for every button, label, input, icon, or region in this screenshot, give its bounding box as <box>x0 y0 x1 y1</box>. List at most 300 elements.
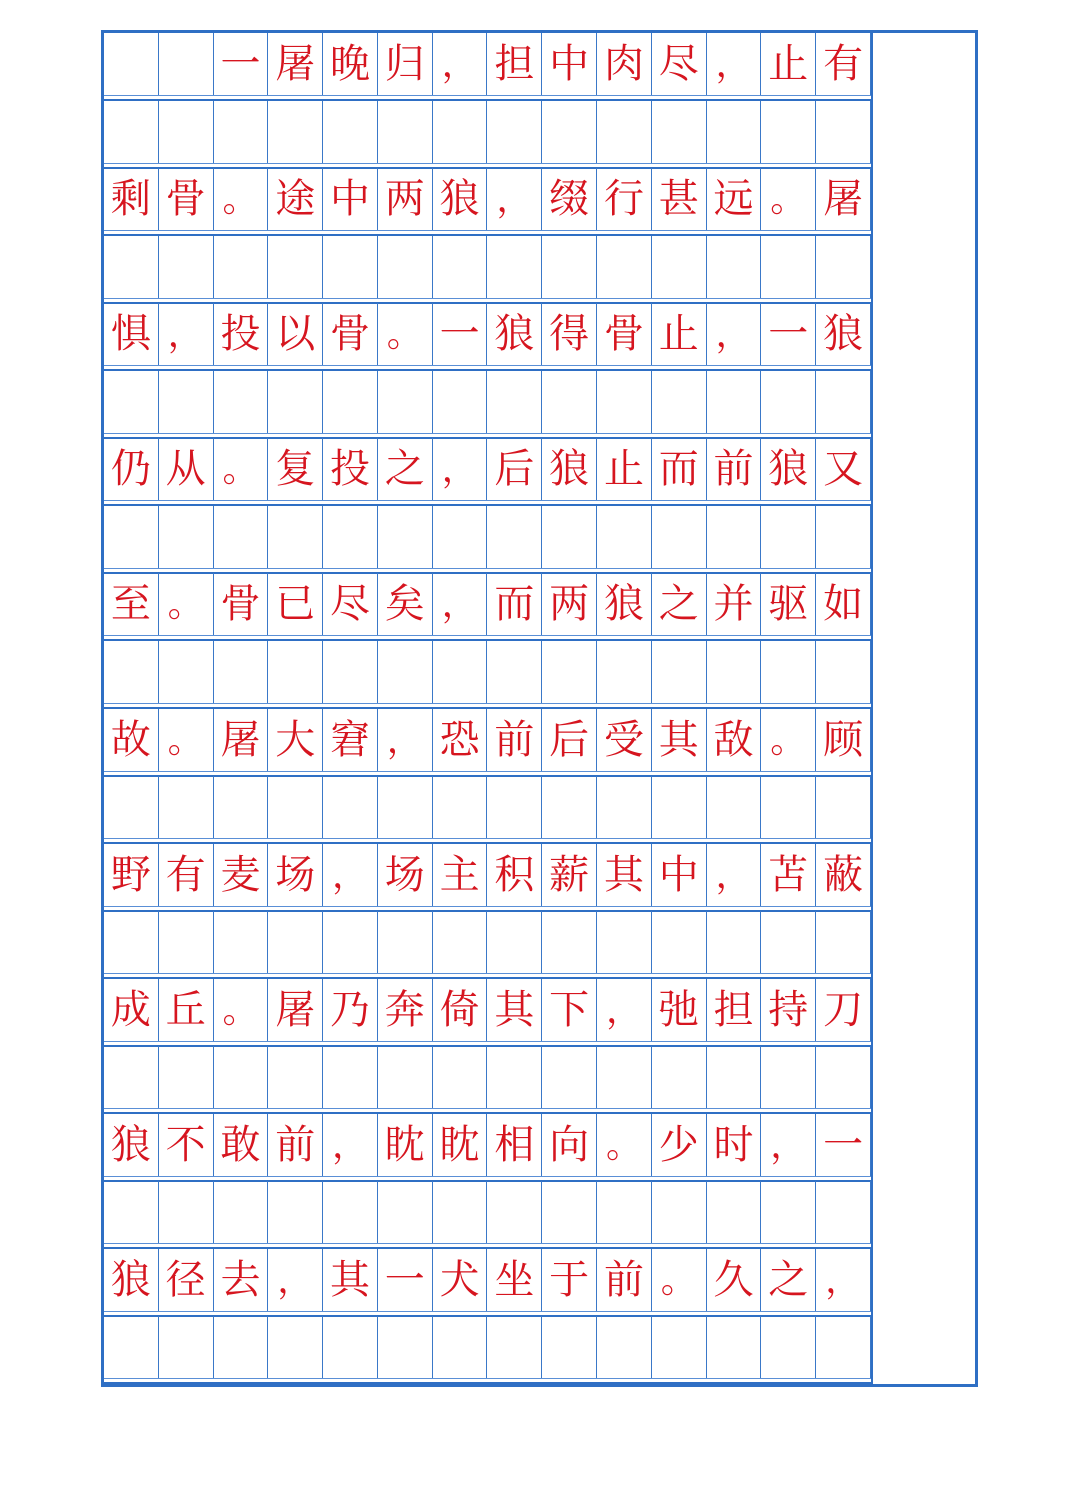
grid-cell <box>652 1316 707 1378</box>
blank-row-8 <box>104 1046 871 1114</box>
grid-cell: 之 <box>652 573 707 636</box>
grid-cell <box>652 641 707 703</box>
text-row-4 <box>104 438 871 506</box>
grid-cell <box>707 911 762 973</box>
grid-cell: 刀 <box>816 979 871 1042</box>
grid-cell <box>323 1316 378 1378</box>
grid-cell: 狼 <box>816 303 871 366</box>
grid-cell <box>707 1046 762 1108</box>
grid-cell: 狼 <box>542 438 597 501</box>
grid-cell: ， <box>433 438 488 501</box>
blank-row-2 <box>104 236 871 304</box>
grid-cell: 仍 <box>104 438 159 501</box>
grid-cell: 坐 <box>488 1249 543 1312</box>
grid-cell <box>488 1316 543 1378</box>
grid-cell <box>323 1046 378 1108</box>
grid-cell: 。 <box>761 709 816 772</box>
grid-cell: 相 <box>488 1114 543 1177</box>
grid-cell: 前 <box>268 1114 323 1177</box>
grid-cell: 一 <box>816 1114 871 1177</box>
grid-cell: 。 <box>597 1114 652 1177</box>
grid-cell <box>542 506 597 568</box>
grid-cell <box>159 371 214 433</box>
grid-cell <box>214 101 269 163</box>
grid-cell <box>597 506 652 568</box>
grid-cell <box>597 101 652 163</box>
grid-cell: 剩 <box>104 168 159 231</box>
grid-cell: 敌 <box>707 709 762 772</box>
grid-cell: 苫 <box>761 844 816 907</box>
grid-cell <box>323 101 378 163</box>
grid-cell: 如 <box>816 573 871 636</box>
grid-cell <box>652 101 707 163</box>
grid-cell: 其 <box>597 844 652 907</box>
grid-cell <box>159 1316 214 1378</box>
grid-cell <box>707 641 762 703</box>
grid-cell: 前 <box>488 709 543 772</box>
grid-cell <box>214 1181 269 1243</box>
grid-cell <box>159 776 214 838</box>
grid-cell <box>816 641 871 703</box>
grid-cell <box>488 911 543 973</box>
grid-cell: 两 <box>542 573 597 636</box>
grid-cell: 野 <box>104 844 159 907</box>
grid-cell: 犬 <box>433 1249 488 1312</box>
grid-cell: 止 <box>652 303 707 366</box>
grid-cell: 久 <box>707 1249 762 1312</box>
grid-cell <box>378 776 433 838</box>
grid-cell <box>542 1181 597 1243</box>
grid-cell <box>268 1316 323 1378</box>
grid-cell <box>761 776 816 838</box>
grid-cell <box>542 101 597 163</box>
grid-cell: 持 <box>761 979 816 1042</box>
character-grid <box>104 33 871 1384</box>
grid-cell: 投 <box>323 438 378 501</box>
grid-cell <box>488 371 543 433</box>
grid-cell: 。 <box>761 168 816 231</box>
grid-cell <box>214 776 269 838</box>
grid-cell <box>707 371 762 433</box>
grid-cell: 以 <box>268 303 323 366</box>
grid-cell <box>816 506 871 568</box>
grid-cell <box>542 236 597 298</box>
grid-cell: 敢 <box>214 1114 269 1177</box>
grid-cell <box>488 101 543 163</box>
grid-cell <box>268 911 323 973</box>
grid-cell <box>597 1316 652 1378</box>
grid-cell: ， <box>597 979 652 1042</box>
grid-cell: 骨 <box>159 168 214 231</box>
text-row-5 <box>104 573 871 641</box>
grid-cell: 其 <box>323 1249 378 1312</box>
grid-cell: 一 <box>214 33 269 96</box>
grid-cell: 屠 <box>268 33 323 96</box>
grid-cell: 又 <box>816 438 871 501</box>
grid-cell: 。 <box>159 573 214 636</box>
grid-cell <box>707 1181 762 1243</box>
grid-cell <box>816 911 871 973</box>
grid-cell <box>652 1181 707 1243</box>
grid-cell: 止 <box>761 33 816 96</box>
grid-cell <box>597 371 652 433</box>
grid-cell: ， <box>268 1249 323 1312</box>
grid-cell: 行 <box>597 168 652 231</box>
grid-cell: 之 <box>761 1249 816 1312</box>
grid-cell <box>652 371 707 433</box>
text-row-3 <box>104 303 871 371</box>
grid-cell: 后 <box>542 709 597 772</box>
grid-cell <box>816 371 871 433</box>
grid-cell <box>378 236 433 298</box>
text-row-6 <box>104 709 871 777</box>
grid-cell <box>323 236 378 298</box>
grid-cell <box>816 1316 871 1378</box>
grid-cell <box>268 776 323 838</box>
grid-cell: 其 <box>652 709 707 772</box>
grid-cell: ， <box>761 1114 816 1177</box>
grid-cell <box>378 911 433 973</box>
grid-cell <box>597 776 652 838</box>
grid-cell: ， <box>323 1114 378 1177</box>
grid-cell <box>159 1046 214 1108</box>
grid-cell <box>268 371 323 433</box>
grid-cell <box>159 101 214 163</box>
text-row-2 <box>104 168 871 236</box>
grid-cell: 得 <box>542 303 597 366</box>
grid-cell: 场 <box>378 844 433 907</box>
grid-cell: ， <box>433 33 488 96</box>
grid-cell <box>542 911 597 973</box>
grid-cell <box>104 101 159 163</box>
grid-cell <box>707 776 762 838</box>
grid-cell <box>323 911 378 973</box>
grid-cell <box>104 33 159 96</box>
grid-cell: 狼 <box>104 1249 159 1312</box>
grid-cell: 。 <box>159 709 214 772</box>
grid-cell: ， <box>488 168 543 231</box>
grid-cell: 眈 <box>378 1114 433 1177</box>
grid-cell: 投 <box>214 303 269 366</box>
grid-cell <box>652 236 707 298</box>
grid-cell <box>268 506 323 568</box>
grid-cell: 惧 <box>104 303 159 366</box>
text-row-7 <box>104 844 871 912</box>
grid-cell: 蔽 <box>816 844 871 907</box>
grid-cell: 肉 <box>597 33 652 96</box>
grid-cell <box>378 371 433 433</box>
grid-cell: 大 <box>268 709 323 772</box>
grid-cell: 其 <box>488 979 543 1042</box>
blank-row-6 <box>104 776 871 844</box>
grid-cell <box>268 1181 323 1243</box>
grid-cell <box>761 236 816 298</box>
grid-cell <box>761 101 816 163</box>
grid-cell <box>433 911 488 973</box>
grid-cell: ， <box>707 844 762 907</box>
grid-cell: ， <box>816 1249 871 1312</box>
grid-cell: 两 <box>378 168 433 231</box>
grid-cell: ， <box>433 573 488 636</box>
grid-cell: 担 <box>707 979 762 1042</box>
grid-cell <box>488 1046 543 1108</box>
grid-cell: 不 <box>159 1114 214 1177</box>
blank-row-1 <box>104 101 871 169</box>
grid-cell: 故 <box>104 709 159 772</box>
grid-cell: 至 <box>104 573 159 636</box>
grid-cell: 少 <box>652 1114 707 1177</box>
grid-cell <box>433 776 488 838</box>
grid-cell <box>761 641 816 703</box>
grid-cell <box>761 1046 816 1108</box>
grid-cell <box>488 1181 543 1243</box>
grid-cell <box>159 33 214 96</box>
grid-cell: 驱 <box>761 573 816 636</box>
grid-cell: 丘 <box>159 979 214 1042</box>
grid-cell <box>652 1046 707 1108</box>
grid-cell: 矣 <box>378 573 433 636</box>
grid-cell: 晚 <box>323 33 378 96</box>
grid-cell: 屠 <box>816 168 871 231</box>
grid-cell <box>104 1046 159 1108</box>
grid-cell: 尽 <box>323 573 378 636</box>
grid-cell <box>652 776 707 838</box>
grid-cell <box>323 1181 378 1243</box>
grid-cell: 担 <box>488 33 543 96</box>
grid-cell <box>268 236 323 298</box>
grid-cell: 时 <box>707 1114 762 1177</box>
grid-cell: 成 <box>104 979 159 1042</box>
grid-cell: 径 <box>159 1249 214 1312</box>
blank-row-3 <box>104 371 871 439</box>
blank-row-7 <box>104 911 871 979</box>
grid-cell: 复 <box>268 438 323 501</box>
grid-cell: 狼 <box>488 303 543 366</box>
grid-cell <box>104 236 159 298</box>
grid-cell <box>268 1046 323 1108</box>
grid-cell: 屠 <box>268 979 323 1042</box>
grid-cell <box>761 371 816 433</box>
grid-cell: 有 <box>159 844 214 907</box>
grid-cell <box>652 911 707 973</box>
grid-cell <box>214 911 269 973</box>
grid-cell: 弛 <box>652 979 707 1042</box>
grid-cell <box>433 506 488 568</box>
grid-cell <box>323 506 378 568</box>
grid-cell: 途 <box>268 168 323 231</box>
grid-cell <box>104 641 159 703</box>
grid-cell <box>816 236 871 298</box>
grid-cell: 前 <box>597 1249 652 1312</box>
grid-cell: 狼 <box>104 1114 159 1177</box>
grid-cell <box>707 101 762 163</box>
grid-cell <box>597 1181 652 1243</box>
grid-cell <box>214 236 269 298</box>
grid-cell: 甚 <box>652 168 707 231</box>
grid-cell <box>488 776 543 838</box>
grid-cell: 恐 <box>433 709 488 772</box>
grid-cell: 骨 <box>323 303 378 366</box>
grid-cell <box>268 101 323 163</box>
grid-cell: ， <box>323 844 378 907</box>
grid-cell <box>652 506 707 568</box>
grid-cell: 从 <box>159 438 214 501</box>
grid-cell: 而 <box>488 573 543 636</box>
blank-row-4 <box>104 506 871 574</box>
grid-cell <box>816 1046 871 1108</box>
grid-cell: 而 <box>652 438 707 501</box>
text-row-10 <box>104 1249 871 1317</box>
grid-cell <box>816 101 871 163</box>
grid-cell <box>707 506 762 568</box>
grid-cell: 乃 <box>323 979 378 1042</box>
grid-cell <box>104 506 159 568</box>
grid-cell: 受 <box>597 709 652 772</box>
grid-cell: 。 <box>214 168 269 231</box>
grid-cell: 一 <box>433 303 488 366</box>
grid-cell <box>488 506 543 568</box>
grid-cell: 。 <box>378 303 433 366</box>
grid-cell <box>433 101 488 163</box>
grid-cell <box>433 1316 488 1378</box>
grid-cell: 归 <box>378 33 433 96</box>
grid-cell <box>378 101 433 163</box>
text-row-8 <box>104 979 871 1047</box>
grid-cell: 积 <box>488 844 543 907</box>
grid-cell: 一 <box>378 1249 433 1312</box>
blank-row-5 <box>104 641 871 709</box>
grid-cell: 并 <box>707 573 762 636</box>
grid-cell <box>214 1316 269 1378</box>
grid-cell: 骨 <box>597 303 652 366</box>
grid-cell: 奔 <box>378 979 433 1042</box>
grid-cell: ， <box>707 33 762 96</box>
grid-cell <box>707 236 762 298</box>
grid-cell <box>378 1046 433 1108</box>
grid-cell: 下 <box>542 979 597 1042</box>
grid-cell <box>378 506 433 568</box>
grid-cell: 于 <box>542 1249 597 1312</box>
grid-cell: 麦 <box>214 844 269 907</box>
grid-cell: 主 <box>433 844 488 907</box>
grid-cell <box>488 236 543 298</box>
grid-cell <box>214 371 269 433</box>
grid-cell <box>378 1316 433 1378</box>
grid-cell <box>159 506 214 568</box>
grid-cell: 向 <box>542 1114 597 1177</box>
grid-cell <box>378 1181 433 1243</box>
grid-cell <box>323 371 378 433</box>
grid-cell <box>104 1316 159 1378</box>
blank-row-10 <box>104 1316 871 1384</box>
grid-cell: 之 <box>378 438 433 501</box>
grid-cell: 薪 <box>542 844 597 907</box>
grid-cell: 中 <box>652 844 707 907</box>
grid-cell <box>488 641 543 703</box>
grid-cell: 中 <box>323 168 378 231</box>
grid-cell <box>433 641 488 703</box>
grid-cell <box>159 1181 214 1243</box>
grid-cell: 止 <box>597 438 652 501</box>
grid-cell <box>707 1316 762 1378</box>
grid-cell <box>761 1181 816 1243</box>
blank-row-9 <box>104 1181 871 1249</box>
grid-cell <box>433 236 488 298</box>
grid-cell <box>378 641 433 703</box>
grid-cell: 眈 <box>433 1114 488 1177</box>
grid-cell <box>542 1316 597 1378</box>
grid-cell <box>104 776 159 838</box>
grid-cell: 缀 <box>542 168 597 231</box>
grid-cell: 狼 <box>761 438 816 501</box>
grid-cell <box>597 641 652 703</box>
grid-cell <box>268 641 323 703</box>
grid-cell: ， <box>378 709 433 772</box>
grid-cell: 一 <box>761 303 816 366</box>
grid-cell: 。 <box>652 1249 707 1312</box>
grid-cell <box>433 1046 488 1108</box>
grid-cell: 远 <box>707 168 762 231</box>
grid-cell <box>542 371 597 433</box>
grid-cell <box>761 506 816 568</box>
grid-cell <box>816 1181 871 1243</box>
grid-cell: 中 <box>542 33 597 96</box>
grid-cell <box>323 641 378 703</box>
grid-cell: 狼 <box>433 168 488 231</box>
grid-cell <box>597 1046 652 1108</box>
grid-cell: ， <box>159 303 214 366</box>
grid-cell <box>104 371 159 433</box>
right-margin-strip <box>871 33 873 1384</box>
grid-cell <box>761 1316 816 1378</box>
grid-cell <box>323 776 378 838</box>
grid-cell <box>214 506 269 568</box>
grid-cell: 尽 <box>652 33 707 96</box>
grid-cell: 骨 <box>214 573 269 636</box>
grid-cell <box>214 641 269 703</box>
grid-cell: 顾 <box>816 709 871 772</box>
grid-cell: 。 <box>214 979 269 1042</box>
grid-cell <box>542 1046 597 1108</box>
grid-cell <box>159 641 214 703</box>
grid-cell <box>433 371 488 433</box>
grid-cell: 已 <box>268 573 323 636</box>
grid-cell <box>816 776 871 838</box>
grid-cell <box>104 1181 159 1243</box>
grid-cell: 去 <box>214 1249 269 1312</box>
grid-cell <box>761 911 816 973</box>
grid-cell: ， <box>707 303 762 366</box>
grid-cell: 窘 <box>323 709 378 772</box>
text-row-1 <box>104 33 871 101</box>
grid-cell <box>597 911 652 973</box>
grid-cell <box>159 236 214 298</box>
grid-cell <box>597 236 652 298</box>
grid-cell: 后 <box>488 438 543 501</box>
grid-cell: 。 <box>214 438 269 501</box>
grid-cell <box>214 1046 269 1108</box>
grid-cell: 场 <box>268 844 323 907</box>
grid-cell: 有 <box>816 33 871 96</box>
text-row-9 <box>104 1114 871 1182</box>
grid-cell <box>104 911 159 973</box>
grid-cell: 狼 <box>597 573 652 636</box>
grid-cell: 前 <box>707 438 762 501</box>
grid-cell <box>542 641 597 703</box>
grid-cell <box>159 911 214 973</box>
grid-cell <box>542 776 597 838</box>
grid-cell <box>433 1181 488 1243</box>
